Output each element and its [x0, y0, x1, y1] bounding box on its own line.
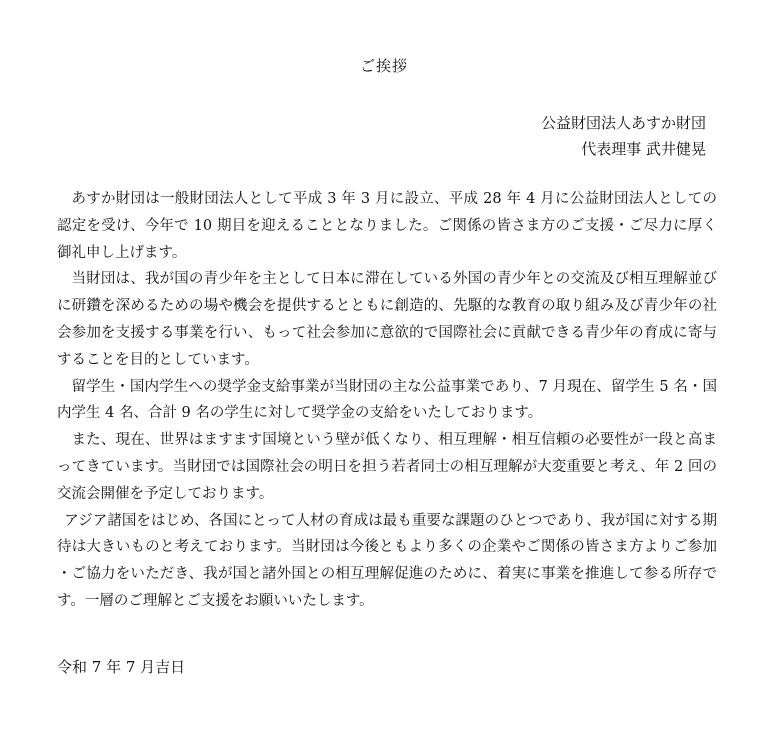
- paragraph-2: 当財団は、我が国の青少年を主として日本に滞在している外国の青少年との交流及び相互理解並びに研鑽を深めるための場や機会を提供するとともに創造的、先駆的な教育の取り組み及び青少年の社会参加を支援する事業を行い、もって社会参加に意欲的で国際社会に貢献できる青少年の育成に寄与することを目的としています。: [57, 271, 717, 368]
- letter-date: 令和 7 年 7 月吉日: [57, 658, 186, 676]
- representative-name: 代表理事 武井健晃: [581, 140, 706, 158]
- letter-body: [57, 186, 717, 615]
- paragraph-4: また、現在、世界はますます国境という壁が低くなり、相互理解・相互信頼の必要性が一段と高まってきています。当財団では国際社会の明日を担う若者同士の相互理解が大変重要と考え、年 2 回の交流会開催を予定しております。: [57, 432, 717, 502]
- organization-name: 公益財団法人あすか財団: [540, 114, 706, 132]
- document-title: ご挨拶: [359, 57, 408, 75]
- paragraph-5: アジア諸国をはじめ、各国にとって人材の育成は最も重要な課題のひとつであり、我が国に対する期待は大きいものと考えております。当財団は今後ともより多くの企業やご関係の皆さま方よりご参加・ご協力をいただき、我が国と諸外国との相互理解促進のために、着実に事業を推進して参る所存です。一層のご理解とご支援をお願いいたします。: [57, 512, 717, 609]
- paragraph-3: 留学生・国内学生への奨学金支給事業が当財団の主な公益事業であり、7 月現在、留学生 5 名・国内学生 4 名、合計 9 名の学生に対して奨学金の支給をいたしております。: [57, 378, 717, 422]
- paragraph-1: あすか財団は一般財団法人として平成 3 年 3 月に設立、平成 28 年 4 月に公益財団法人としての認定を受け、今年で 10 期目を迎えることとなりました。ご関係の皆さま方のご支援・ご尽力に厚く御礼申し上げます。: [57, 191, 717, 261]
- signature-block: [541, 110, 706, 162]
